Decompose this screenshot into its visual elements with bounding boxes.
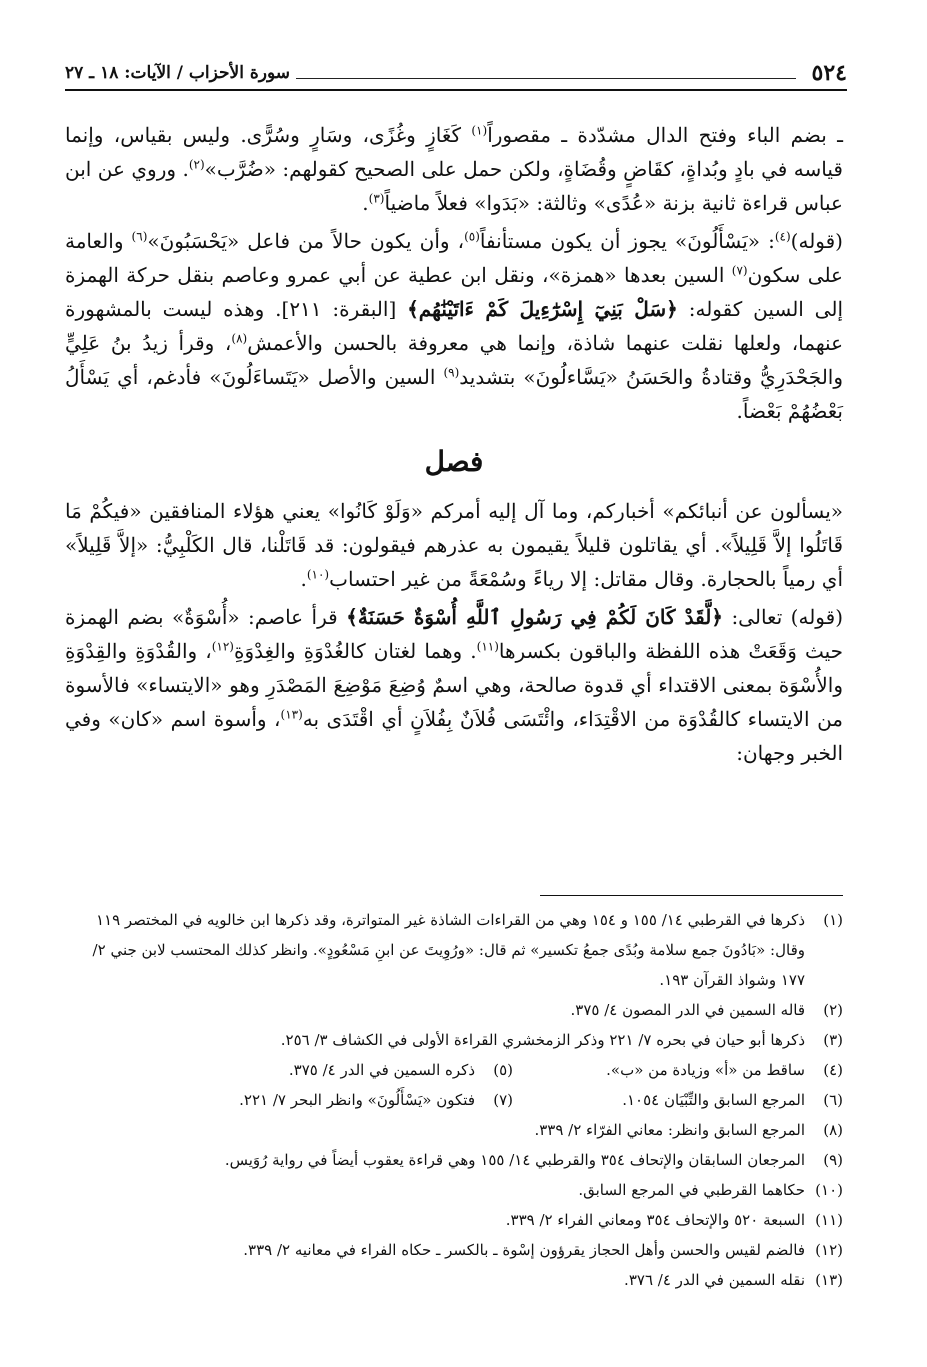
text-run: [البقرة: ٢١١]. وهذه ليست بالمشهورة عنهما، ولعلها نقلت عنهما شاذة، وإنما هي معروفة بالحسن والأعمش	[65, 297, 844, 355]
footnote-item	[513, 1055, 843, 1085]
text-run: (قوله) تعالى:	[723, 605, 843, 629]
footnote-text: السبعة ٥٢٠ والإتحاف ٣٥٤ ومعاني الفراء ٢/ ٣٣٩.	[505, 1211, 805, 1229]
footnote-item	[65, 1115, 843, 1145]
chapter-title: سورة الأحزاب / الآيات: ١٨ ـ ٢٧	[65, 63, 291, 83]
footnote-item	[65, 995, 843, 1025]
text-run: .	[362, 191, 369, 215]
footnote-text: حكاهما القرطبي في المرجع السابق.	[578, 1181, 805, 1199]
footnote-number: (١)	[823, 911, 843, 929]
running-header	[65, 52, 847, 86]
footnote-item	[65, 1235, 843, 1265]
footnote-item	[65, 1205, 843, 1235]
paragraph-2	[65, 224, 843, 428]
text-run: (قوله)	[790, 229, 843, 253]
text-run: السين والأصل «يَتَساءَلُونَ» فأدغم، أي يَسْأَلُ بَعْضُهُمْ بَعْضاً.	[65, 365, 843, 423]
text-run: «يسألون عن أنبائكم» أخباركم، وما آل إليه أمركم «وَلَوْ كَانُوا» يعني هؤلاء المنافقين «فيكُمْ مَا قَاتَلُوا إلاَّ قَلِيلاً». أي يقاتلون قليلاً يقيمون به عذرهم فيقولون: قد قَاتَلْنا، قال الكَلْبِيُّ: «إلاَّ قَلِيلاً» أي رمياً بالحجارة. وقال مقاتل: إلا رياءً وسُمْعَةً من غير احتساب	[65, 499, 844, 591]
footnote-text: ذكرها في القرطبي ١٤/ ١٥٥ و ١٥٤ وهي من القراءات الشاذة غير المتواترة، وقد ذكرها ابن خالويه في المختصر ١١٩ وقال: «بَادُونَ جمع سلامة وبُدًى جمعُ تكسير» ثم قال: «ورُوِيتَ عن ابنِ مَسْعُودٍ». وانظر كذلك المحتسب لابن جني ٢/ ١٧٧ وشواذ القرآن ١٩٣.	[92, 911, 805, 989]
paragraph-4	[65, 600, 843, 770]
footnote-pair	[65, 1055, 843, 1085]
footnote-item	[65, 1175, 843, 1205]
footnote-pair	[65, 1085, 843, 1115]
section-heading: فصل	[424, 445, 484, 478]
text-run: ، وأسوة اسم «كان» وفي الخبر وجهان:	[65, 707, 843, 765]
text-run: ، والقُدْوَةِ والقِدْوَةِ والأُسْوَة بمعنى الاقتداء أي قدوة صالحة، وهي اسمٌ وُضِعَ مَوْضِعَ المَصْدَرِ وهو «الايتساء» فالأسوة من الايتساء كالقُدْوَة من الاقْتِدَاء، وائْتَسَى فُلاَنٌ بِفُلاَنٍ أي اقْتَدَى به	[65, 639, 843, 731]
footnote-number: (١٣)	[815, 1271, 843, 1289]
footnote-text: ذكره السمين في الدر ٤/ ٣٧٥.	[288, 1061, 475, 1079]
footnote-ref: (١٠)	[306, 567, 330, 582]
text-run: ـ بضم الباء وفتح الدال مشدّدة ـ مقصوراً	[487, 123, 843, 147]
main-text	[65, 118, 843, 770]
footnote-item	[183, 1055, 513, 1085]
footnote-ref: (٢)	[188, 157, 205, 172]
footnote-text: ساقط من «أ» وزيادة من «ب».	[606, 1061, 805, 1079]
header-leader-line	[296, 78, 796, 79]
footnote-ref: (٥)	[464, 229, 480, 244]
footnote-ref: (١١)	[476, 639, 499, 654]
page-number: ٥٢٤	[811, 60, 847, 86]
footnote-number: (٤)	[823, 1061, 843, 1079]
footnote-number: (٦)	[823, 1091, 843, 1109]
footnote-text: المرجعان السابقان والإتحاف ٣٥٤ والقرطبي ١٤/ ١٥٥ وهي قراءة يعقوب أيضاً في رواية رُوَيس.	[224, 1151, 805, 1169]
footnote-ref: (١)	[471, 123, 488, 138]
footnote-ref: (٣)	[368, 191, 385, 206]
footnote-item	[65, 905, 843, 995]
footnote-item	[65, 1265, 843, 1295]
footnote-number: (٨)	[823, 1121, 843, 1139]
header-rule	[65, 89, 847, 91]
text-run: ، وقرأ زيدُ بنُ عَلِيٍّ والجَحْدَرِيُّ وقتادةُ والحَسَنُ «يَسَّاءلُونَ» بتشديد	[65, 331, 843, 389]
footnote-ref: (١٣)	[280, 707, 303, 722]
footnote-number: (٩)	[823, 1151, 843, 1169]
footnote-number: (٢)	[823, 1001, 843, 1019]
footnote-number: (٣)	[823, 1031, 843, 1049]
text-run: ، وأن يكون حالاً من فاعل «يَحْسَبُونَ»	[147, 229, 465, 253]
footnote-number: (١٢)	[815, 1241, 843, 1259]
footnote-ref: (٨)	[231, 331, 248, 346]
quran-verse: ﴿سَلْ بَنِيٓ إِسْرَٰٓءِيلَ كَمْ ءَاتَيْنَٰهُم﴾	[407, 297, 678, 321]
footnote-text: المرجع السابق وانظر: معاني الفرّاء ٢/ ٣٣٩.	[534, 1121, 805, 1139]
footnote-item	[65, 1025, 843, 1055]
footnote-number: (١١)	[815, 1211, 843, 1229]
footnote-item	[183, 1085, 513, 1115]
footnote-text: قاله السمين في الدر المصون ٤/ ٣٧٥.	[570, 1001, 805, 1019]
quran-verse: ﴿لَّقَدْ كَانَ لَكُمْ فِي رَسُولِ ٱللَّهِ أُسْوَةٌ حَسَنَةٌ﴾	[346, 605, 724, 629]
footnotes	[65, 905, 843, 1295]
footnote-ref: (٤)	[774, 229, 791, 244]
paragraph-1	[65, 118, 843, 220]
footnote-item	[513, 1085, 843, 1115]
footnote-rule	[540, 895, 843, 896]
footnote-text: فتكون «يَسْأَلُونَ» وانظر البحر ٧/ ٢٢١.	[239, 1091, 475, 1109]
paragraph-3	[65, 494, 843, 596]
text-run: قرأ عاصم: «أُسْوَةٌ» بضم الهمزة حيث وَقَعَتْ هذه اللفظة والباقون بكسرها	[65, 605, 843, 663]
footnote-text: المرجع السابق والتِّبْيَان ١٠٥٤.	[622, 1091, 805, 1109]
text-run: السين بعدها «همزة»، ونقل ابن عطية عن أبي عمرو وعاصم بنقل حركة الهمزة إلى السين كقوله:	[65, 263, 843, 321]
text-run: . وهما لغتان كالغُدْوَةِ والغِدْوَةِ	[233, 639, 477, 663]
text-run: والعامة على سكون	[65, 229, 843, 287]
footnote-ref: (١٢)	[211, 639, 234, 654]
footnote-number: (١٠)	[815, 1181, 843, 1199]
text-run: . وروي عن ابن عباس قراءة ثانية بزنة «عُدًى» وثالثة: «بَدَوا» فعلاً ماضياً	[65, 157, 843, 215]
footnote-ref: (٧)	[731, 263, 748, 278]
footnote-text: ذكرها أبو حيان في بحره ٧/ ٢٢١ وذكر الزمخشري القراءة الأولى في الكشاف ٣/ ٢٥٦.	[280, 1031, 805, 1049]
footnote-number: (٥)	[493, 1061, 513, 1079]
footnote-number: (٧)	[493, 1091, 513, 1109]
text-run: .	[300, 567, 307, 591]
footnote-text: نقله السمين في الدر ٤/ ٣٧٦.	[624, 1271, 805, 1289]
text-run: : «يَسْأَلُونَ» يجوز أن يكون مستأنفاً	[479, 229, 775, 253]
text-run: كَغَازٍ وغُزًى، وسَارٍ وسُرًّى. وليس بقياس، وإنما قياسه في بادٍ وبُداةٍ، كقَاضٍ وقُضَاةٍ، ولكن حمل على الصحيح كقولهم: «ضُرَّب»	[65, 123, 843, 181]
footnote-ref: (٩)	[443, 365, 460, 380]
footnote-item	[65, 1145, 843, 1175]
footnote-ref: (٦)	[131, 229, 148, 244]
footnote-text: فالضم لقيس والحسن وأهل الحجاز يقرؤون إسْوة ـ بالكسر ـ حكاه الفراء في معانيه ٢/ ٣٣٩.	[243, 1241, 805, 1259]
